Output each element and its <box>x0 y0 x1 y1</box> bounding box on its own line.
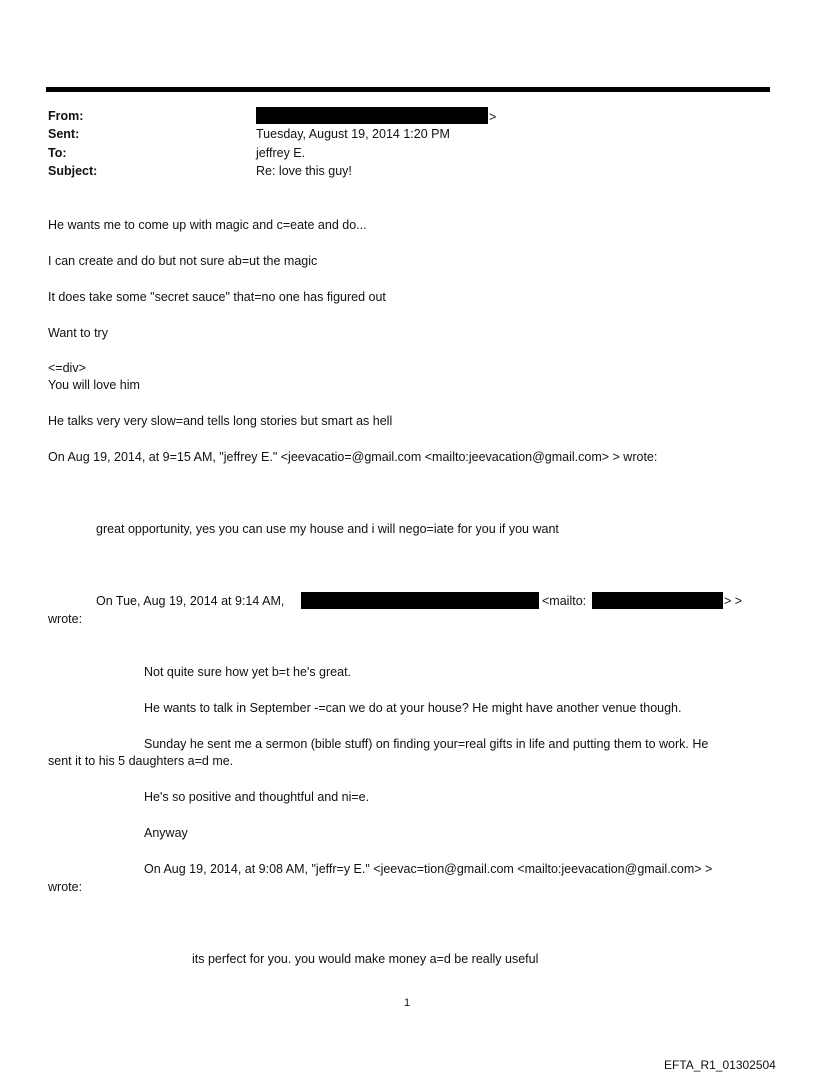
body-line: <=div> <box>48 361 86 375</box>
body-line: You will love him <box>48 378 140 392</box>
redacted-from <box>256 107 488 124</box>
subject-value: Re: love this guy! <box>256 164 352 178</box>
quoted-line: Sunday he sent me a sermon (bible stuff) on finding your=real gifts in life and putting them to work. He <box>144 737 709 751</box>
body-line: He wants me to come up with magic and c=eate and do... <box>48 218 367 232</box>
quote-header-wrote: wrote: <box>48 880 83 894</box>
quote-header-prefix: On Tue, Aug 19, 2014 at 9:14 AM, <box>96 594 285 608</box>
body-line: It does take some "secret sauce" that=no one has figured out <box>48 290 386 304</box>
to-value: jeffrey E. <box>256 146 306 160</box>
sent-label: Sent: <box>48 127 80 141</box>
quoted-line: its perfect for you. you would make money a=d be really useful <box>192 952 539 966</box>
redacted-email <box>592 592 723 609</box>
subject-label: Subject: <box>48 164 98 178</box>
quote-header-wrote: wrote: <box>48 612 83 626</box>
quoted-line: Anyway <box>144 826 188 840</box>
to-label: To: <box>48 146 67 160</box>
page-number: 1 <box>404 997 411 1009</box>
quoted-line: great opportunity, yes you can use my house and i will nego=iate for you if you want <box>96 522 559 536</box>
quoted-line: He wants to talk in September -=can we do at your house? He might have another venue though. <box>144 701 682 715</box>
header-rule <box>46 87 770 92</box>
quote-header: On Aug 19, 2014, at 9=15 AM, "jeffrey E." <jeevacatio=@gmail.com <mailto:jeevacation@gmail.com> > wrote: <box>48 450 658 464</box>
quoted-line: Not quite sure how yet b=t he's great. <box>144 665 352 679</box>
redacted-sender <box>301 592 539 609</box>
from-label: From: <box>48 109 84 123</box>
quoted-line: He's so positive and thoughtful and ni=e. <box>144 790 370 804</box>
body-line: I can create and do but not sure ab=ut the magic <box>48 254 318 268</box>
quote-header: On Aug 19, 2014, at 9:08 AM, "jeffr=y E." <jeevac=tion@gmail.com <mailto:jeevacation@gmail.com> > <box>144 862 713 876</box>
document-id: EFTA_R1_01302504 <box>664 1058 776 1072</box>
body-line: Want to try <box>48 326 108 340</box>
quote-header-mailto: <mailto: <box>542 594 587 608</box>
sent-value: Tuesday, August 19, 2014 1:20 PM <box>256 127 450 141</box>
from-suffix: > <box>489 110 497 124</box>
body-line: He talks very very slow=and tells long stories but smart as hell <box>48 414 393 428</box>
quoted-line: sent it to his 5 daughters a=d me. <box>48 754 234 768</box>
quote-header-suffix: > > <box>724 594 743 608</box>
